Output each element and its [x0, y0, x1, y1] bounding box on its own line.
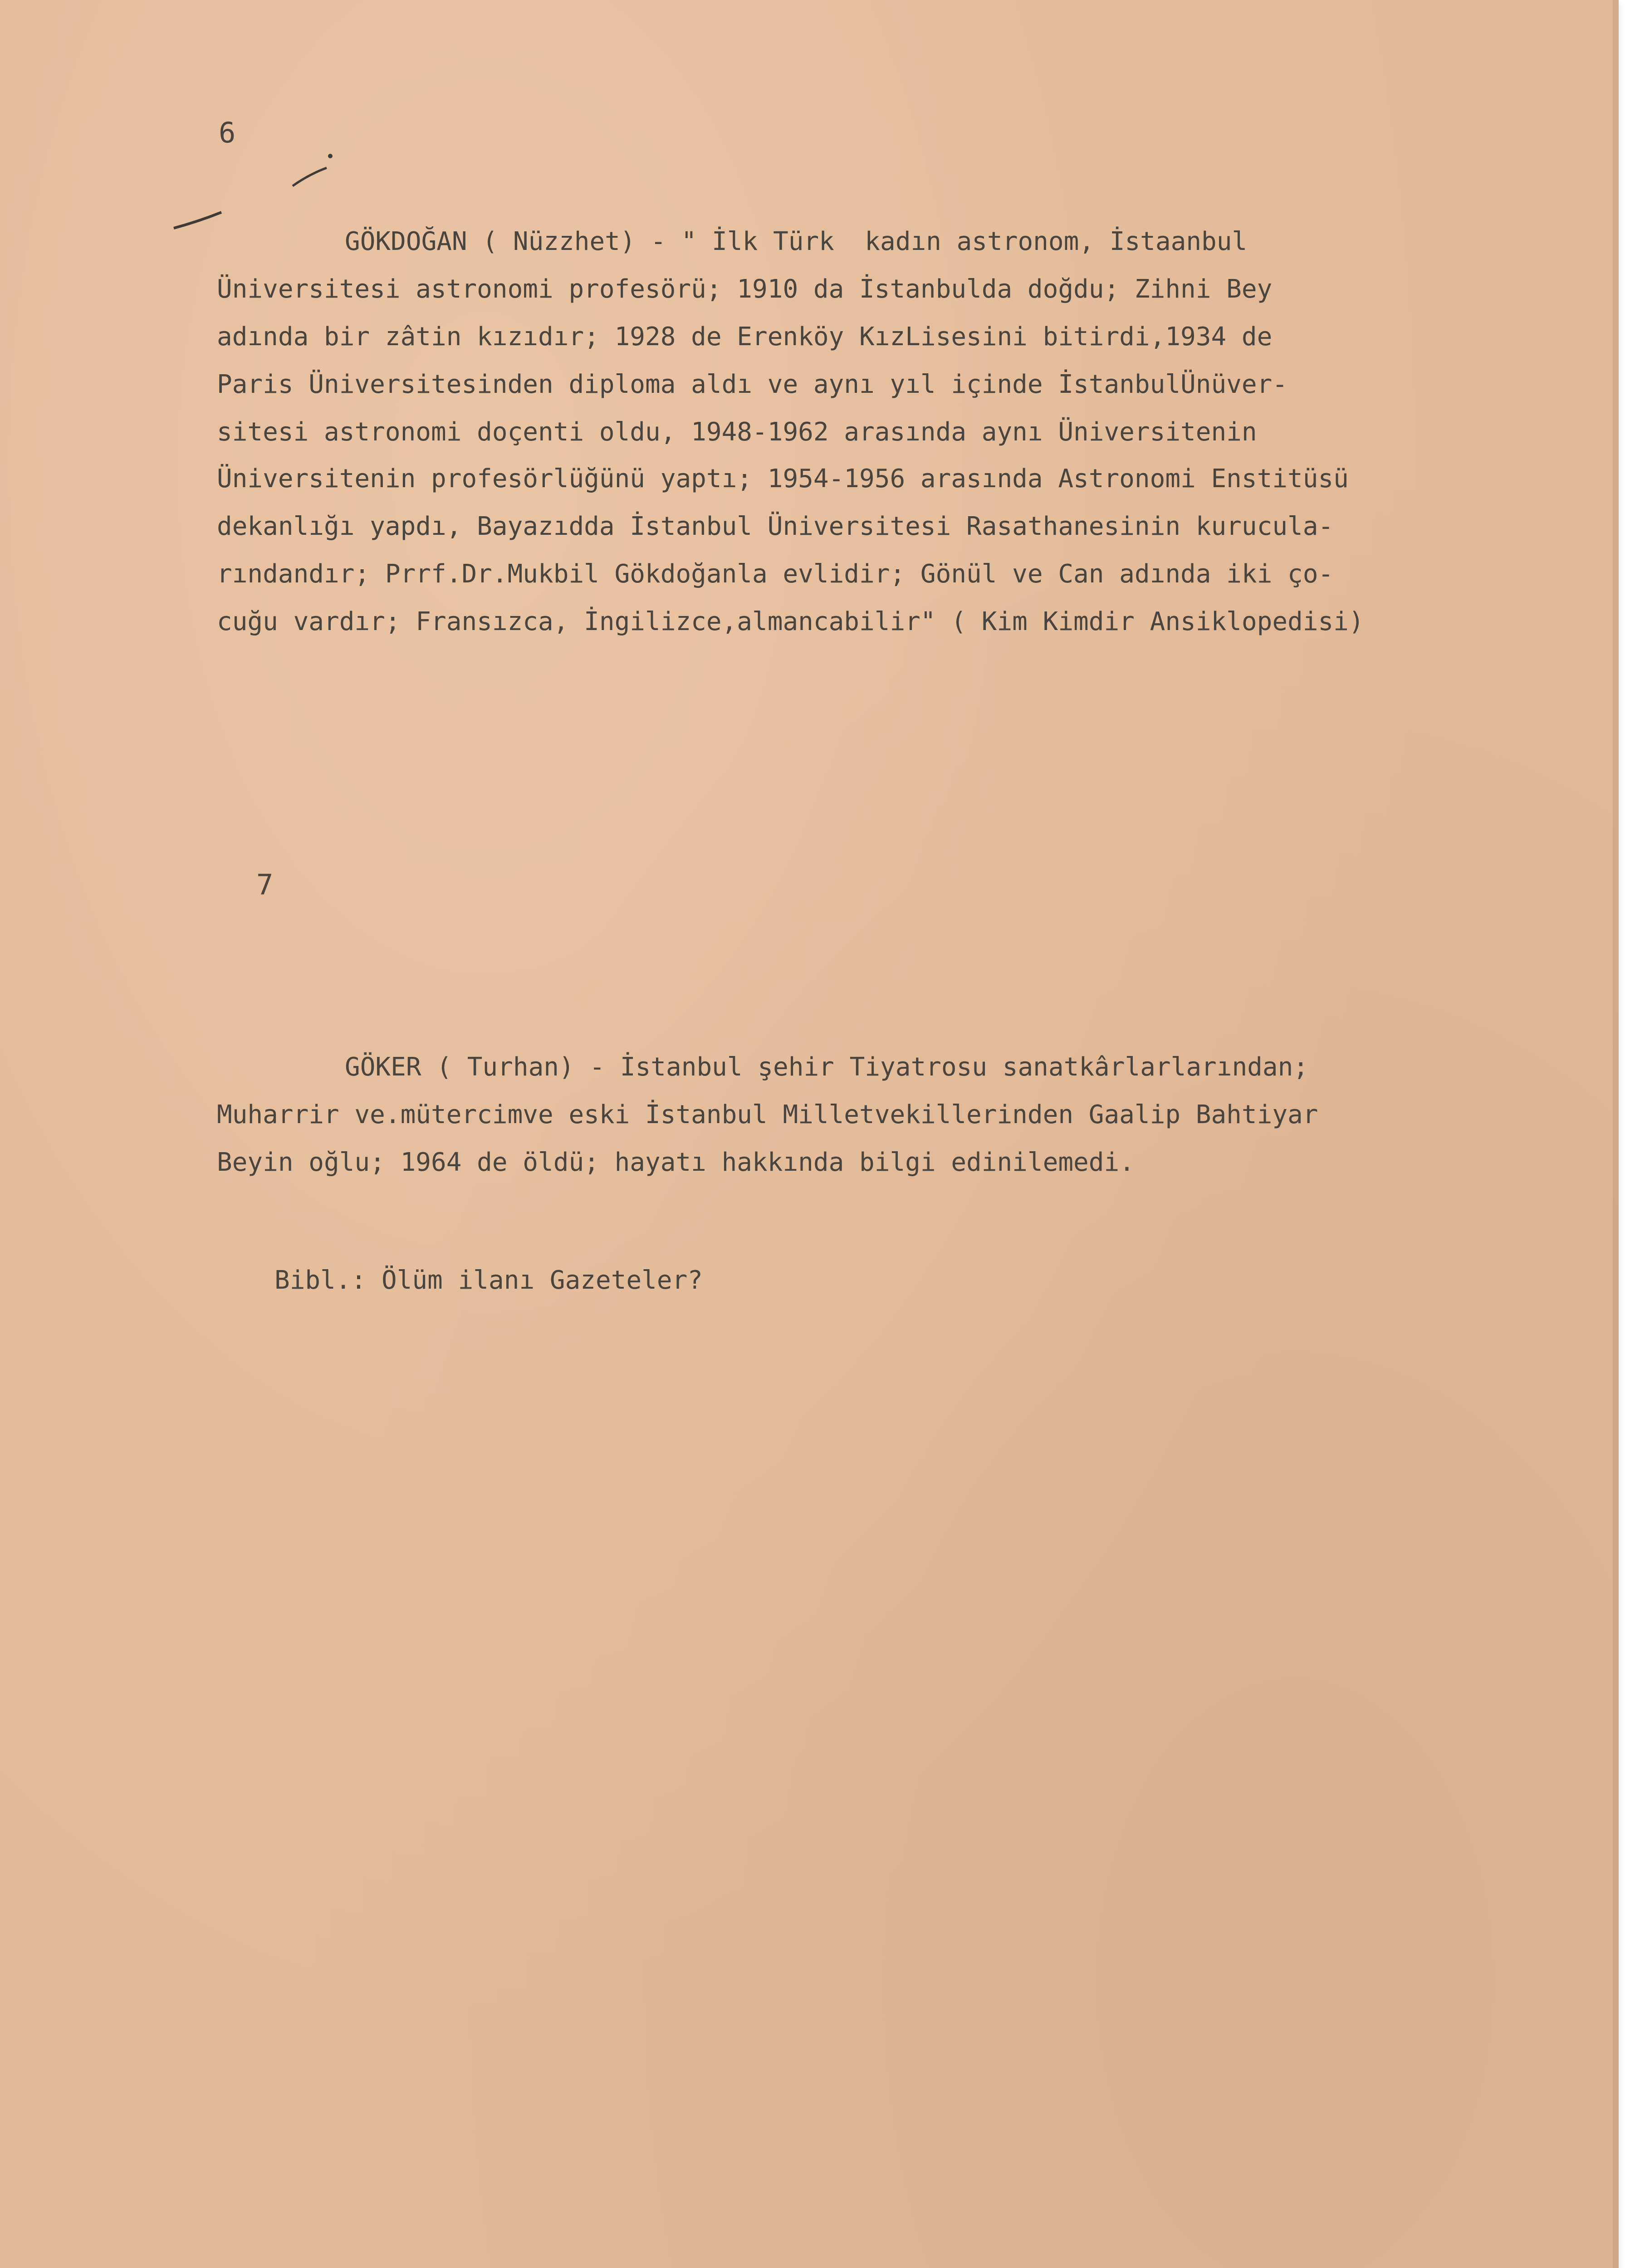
entry-number: 7: [256, 868, 274, 901]
entry-text-line: Beyin oğlu; 1964 de öldü; hayatı hakkında bilgi edinilemedi.: [217, 1148, 1135, 1177]
page-edge-shadow: [1613, 0, 1619, 2268]
entry-text-line: adında bir zâtin kızıdır; 1928 de Erenköy KızLisesini bitirdi,1934 de: [217, 322, 1273, 352]
pencil-margin-mark: [171, 208, 226, 235]
entry-text-line: GÖKER ( Turhan) - İstanbul şehir Tiyatrosu sanatkârlarlarından;: [345, 1052, 1309, 1082]
entry-number: 6: [219, 116, 236, 149]
pencil-tick-mark: [290, 150, 340, 191]
entry-text-line: Muharrir ve.mütercimve eski İstanbul Milletvekillerinden Gaalip Bahtiyar: [217, 1100, 1318, 1129]
entry-text-line: rındandır; Prrf.Dr.Mukbil Gökdoğanla evlidir; Gönül ve Can adında iki ço-: [217, 559, 1334, 589]
entry-text-line: Üniversitesi astronomi profesörü; 1910 da İstanbulda doğdu; Zihni Bey: [217, 274, 1273, 304]
entry-text-line: dekanlığı yapdı, Bayazıdda İstanbul Üniversitesi Rasathanesinin kurucula-: [217, 512, 1334, 541]
entry-text-line: sitesi astronomi doçenti oldu, 1948-1962 arasında aynı Üniversitenin: [217, 417, 1257, 447]
entry-text-line: cuğu vardır; Fransızca, İngilizce,almancabilir" ( Kim Kimdir Ansiklopedisi): [217, 607, 1364, 636]
bibliography-line: Bibl.: Ölüm ilanı Gazeteler?: [274, 1266, 703, 1295]
entry-text-line: GÖKDOĞAN ( Nüzzhet) - " İlk Türk kadın astronom, İstaanbul: [345, 227, 1248, 256]
entry-text-line: Üniversitenin profesörlüğünü yaptı; 1954-1956 arasında Astronomi Enstitüsü: [217, 464, 1349, 494]
entry-text-line: Paris Üniversitesinden diploma aldı ve aynı yıl içinde İstanbulÜnüver-: [217, 370, 1288, 399]
